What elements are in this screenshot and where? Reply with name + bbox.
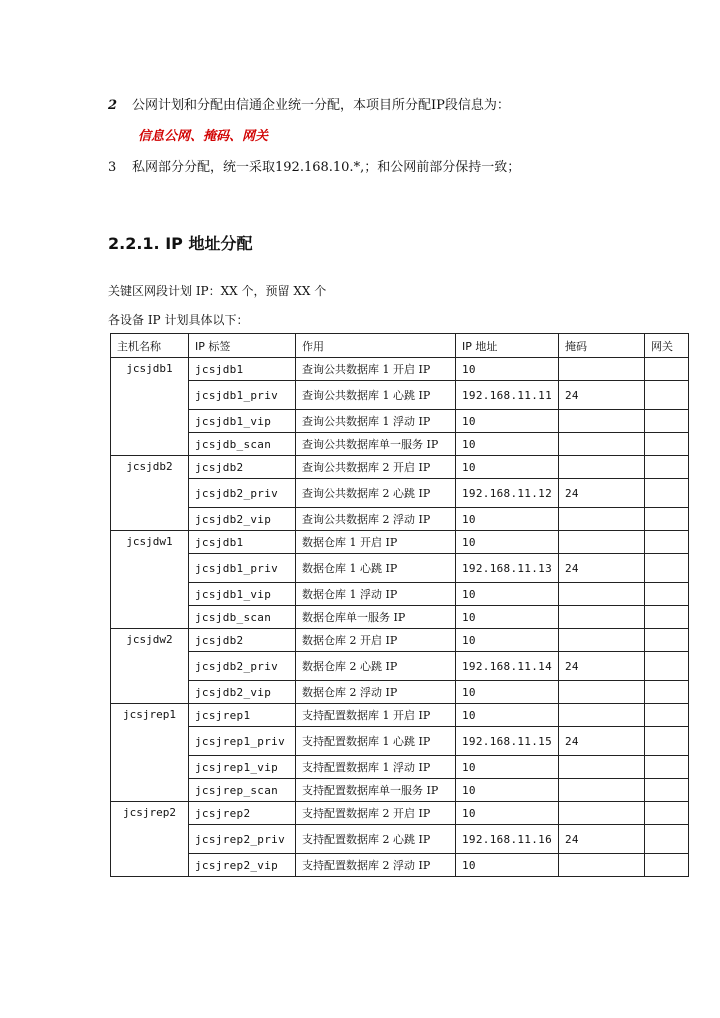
mask-cell: 24: [559, 554, 645, 583]
role-cell: 查询公共数据库 1 心跳 IP: [296, 381, 456, 410]
ip-tag-cell: jcsjdb1: [189, 531, 296, 554]
ip-tag-cell: jcsjdb1_priv: [189, 554, 296, 583]
table-row: [111, 681, 689, 704]
role-cell: 数据仓库 1 开启 IP: [296, 531, 456, 554]
gateway-cell: [645, 508, 689, 531]
ip-tag-cell: jcsjdb_scan: [189, 433, 296, 456]
gateway-cell: [645, 854, 689, 877]
mask-cell: 24: [559, 727, 645, 756]
table-row: [111, 756, 689, 779]
role-cell: 数据仓库 2 浮动 IP: [296, 681, 456, 704]
role-cell: 支持配置数据库 1 浮动 IP: [296, 756, 456, 779]
highlight-text: 信息公网、掩码、网关: [138, 129, 269, 144]
role-cell: 查询公共数据库 2 浮动 IP: [296, 508, 456, 531]
ip-address-cell: 10: [456, 802, 559, 825]
ip-address-cell: 10: [456, 629, 559, 652]
list-number: 2: [108, 98, 118, 113]
mask-cell: [559, 583, 645, 606]
section-heading: 2.2.1. IP 地址分配: [108, 234, 253, 253]
mask-cell: [559, 629, 645, 652]
gateway-cell: [645, 479, 689, 508]
role-cell: 支持配置数据库 1 心跳 IP: [296, 727, 456, 756]
table-row: [111, 727, 689, 756]
table-row: [111, 854, 689, 877]
table-row: [111, 652, 689, 681]
table-row: [111, 456, 689, 479]
ip-address-cell: 10: [456, 531, 559, 554]
gateway-cell: [645, 583, 689, 606]
table-row: [111, 583, 689, 606]
table-row: [111, 704, 689, 727]
ip-address-cell: 192.168.11.12: [456, 479, 559, 508]
role-cell: 查询公共数据库 1 浮动 IP: [296, 410, 456, 433]
role-cell: 查询公共数据库单一服务 IP: [296, 433, 456, 456]
ip-address-cell: 192.168.11.14: [456, 652, 559, 681]
ip-address-cell: 10: [456, 756, 559, 779]
mask-cell: [559, 358, 645, 381]
host-name-cell: jcsjrep1: [111, 704, 189, 802]
role-cell: 数据仓库 2 开启 IP: [296, 629, 456, 652]
ip-address-cell: 10: [456, 704, 559, 727]
host-name-cell: jcsjrep2: [111, 802, 189, 877]
gateway-cell: [645, 704, 689, 727]
header-ip-tag: IP 标签: [189, 334, 296, 358]
mask-cell: 24: [559, 825, 645, 854]
role-cell: 数据仓库 1 心跳 IP: [296, 554, 456, 583]
table-row: [111, 479, 689, 508]
table-row: [111, 358, 689, 381]
table-row: [111, 381, 689, 410]
ip-tag-cell: jcsjdb2_priv: [189, 479, 296, 508]
gateway-cell: [645, 756, 689, 779]
list-number: 3: [108, 160, 117, 175]
list-text: 公网计划和分配由信通企业统一分配，本项目所分配IP段信息为：: [132, 98, 510, 113]
table-row: [111, 606, 689, 629]
ip-tag-cell: jcsjrep1_priv: [189, 727, 296, 756]
host-name-cell: jcsjdw1: [111, 531, 189, 629]
gateway-cell: [645, 779, 689, 802]
ip-tag-cell: jcsjdb1_priv: [189, 381, 296, 410]
header-role: 作用: [296, 334, 456, 358]
table-row: [111, 554, 689, 583]
role-cell: 支持配置数据库 2 浮动 IP: [296, 854, 456, 877]
gateway-cell: [645, 358, 689, 381]
host-name-cell: jcsjdw2: [111, 629, 189, 704]
ip-tag-cell: jcsjrep2: [189, 802, 296, 825]
ip-tag-cell: jcsjdb2: [189, 456, 296, 479]
ip-tag-cell: jcsjdb2: [189, 629, 296, 652]
role-cell: 查询公共数据库 2 心跳 IP: [296, 479, 456, 508]
ip-address-cell: 10: [456, 508, 559, 531]
gateway-cell: [645, 802, 689, 825]
table-row: [111, 629, 689, 652]
ip-tag-cell: jcsjdb1_vip: [189, 410, 296, 433]
ip-address-cell: 10: [456, 779, 559, 802]
gateway-cell: [645, 681, 689, 704]
mask-cell: [559, 531, 645, 554]
ip-tag-cell: jcsjdb2_priv: [189, 652, 296, 681]
list-text: 私网部分分配，统一采取192.168.10.*,；和公网前部分保持一致；: [132, 160, 521, 175]
role-cell: 查询公共数据库 2 开启 IP: [296, 456, 456, 479]
mask-cell: [559, 456, 645, 479]
gateway-cell: [645, 629, 689, 652]
table-row: [111, 779, 689, 802]
ip-tag-cell: jcsjdb2_vip: [189, 681, 296, 704]
ip-address-cell: 10: [456, 410, 559, 433]
header-host: 主机名称: [111, 334, 189, 358]
ip-address-cell: 192.168.11.13: [456, 554, 559, 583]
role-cell: 支持配置数据库 1 开启 IP: [296, 704, 456, 727]
ip-address-cell: 10: [456, 358, 559, 381]
role-cell: 查询公共数据库 1 开启 IP: [296, 358, 456, 381]
gateway-cell: [645, 825, 689, 854]
ip-allocation-table: [110, 333, 689, 877]
gateway-cell: [645, 410, 689, 433]
ip-address-cell: 192.168.11.16: [456, 825, 559, 854]
host-name-cell: jcsjdb2: [111, 456, 189, 531]
mask-cell: [559, 433, 645, 456]
mask-cell: [559, 802, 645, 825]
list-item-2: [108, 94, 510, 113]
mask-cell: [559, 779, 645, 802]
ip-tag-cell: jcsjrep1: [189, 704, 296, 727]
table-row: [111, 433, 689, 456]
ip-tag-cell: jcsjrep1_vip: [189, 756, 296, 779]
mask-cell: [559, 508, 645, 531]
ip-address-cell: 192.168.11.11: [456, 381, 559, 410]
header-mask: 掩码: [559, 334, 645, 358]
role-cell: 支持配置数据库 2 心跳 IP: [296, 825, 456, 854]
ip-address-cell: 10: [456, 681, 559, 704]
intro-line-1: 关键区网段计划 IP：XX 个，预留 XX 个: [108, 284, 327, 298]
table-row: [111, 410, 689, 433]
ip-address-cell: 192.168.11.15: [456, 727, 559, 756]
gateway-cell: [645, 554, 689, 583]
role-cell: 数据仓库 2 心跳 IP: [296, 652, 456, 681]
header-ip-address: IP 地址: [456, 334, 559, 358]
header-gateway: 网关: [645, 334, 689, 358]
mask-cell: [559, 410, 645, 433]
table-row: [111, 531, 689, 554]
mask-cell: 24: [559, 479, 645, 508]
ip-address-cell: 10: [456, 456, 559, 479]
gateway-cell: [645, 652, 689, 681]
role-cell: 支持配置数据库 2 开启 IP: [296, 802, 456, 825]
table-row: [111, 802, 689, 825]
gateway-cell: [645, 433, 689, 456]
role-cell: 支持配置数据库单一服务 IP: [296, 779, 456, 802]
ip-tag-cell: jcsjdb1_vip: [189, 583, 296, 606]
mask-cell: [559, 606, 645, 629]
mask-cell: [559, 681, 645, 704]
gateway-cell: [645, 381, 689, 410]
ip-address-cell: 10: [456, 854, 559, 877]
ip-tag-cell: jcsjdb1: [189, 358, 296, 381]
table-row: [111, 825, 689, 854]
list-item-3: [108, 156, 520, 175]
table-header-row: [111, 334, 689, 358]
intro-line-2: 各设备 IP 计划具体以下：: [108, 313, 249, 327]
ip-tag-cell: jcsjdb2_vip: [189, 508, 296, 531]
mask-cell: [559, 704, 645, 727]
mask-cell: [559, 854, 645, 877]
ip-address-cell: 10: [456, 583, 559, 606]
table-row: [111, 508, 689, 531]
ip-tag-cell: jcsjdb_scan: [189, 606, 296, 629]
ip-tag-cell: jcsjrep_scan: [189, 779, 296, 802]
ip-address-cell: 10: [456, 433, 559, 456]
gateway-cell: [645, 606, 689, 629]
ip-tag-cell: jcsjrep2_vip: [189, 854, 296, 877]
mask-cell: [559, 756, 645, 779]
ip-tag-cell: jcsjrep2_priv: [189, 825, 296, 854]
ip-address-cell: 10: [456, 606, 559, 629]
mask-cell: 24: [559, 381, 645, 410]
role-cell: 数据仓库 1 浮动 IP: [296, 583, 456, 606]
mask-cell: 24: [559, 652, 645, 681]
gateway-cell: [645, 531, 689, 554]
gateway-cell: [645, 456, 689, 479]
role-cell: 数据仓库单一服务 IP: [296, 606, 456, 629]
host-name-cell: jcsjdb1: [111, 358, 189, 456]
gateway-cell: [645, 727, 689, 756]
